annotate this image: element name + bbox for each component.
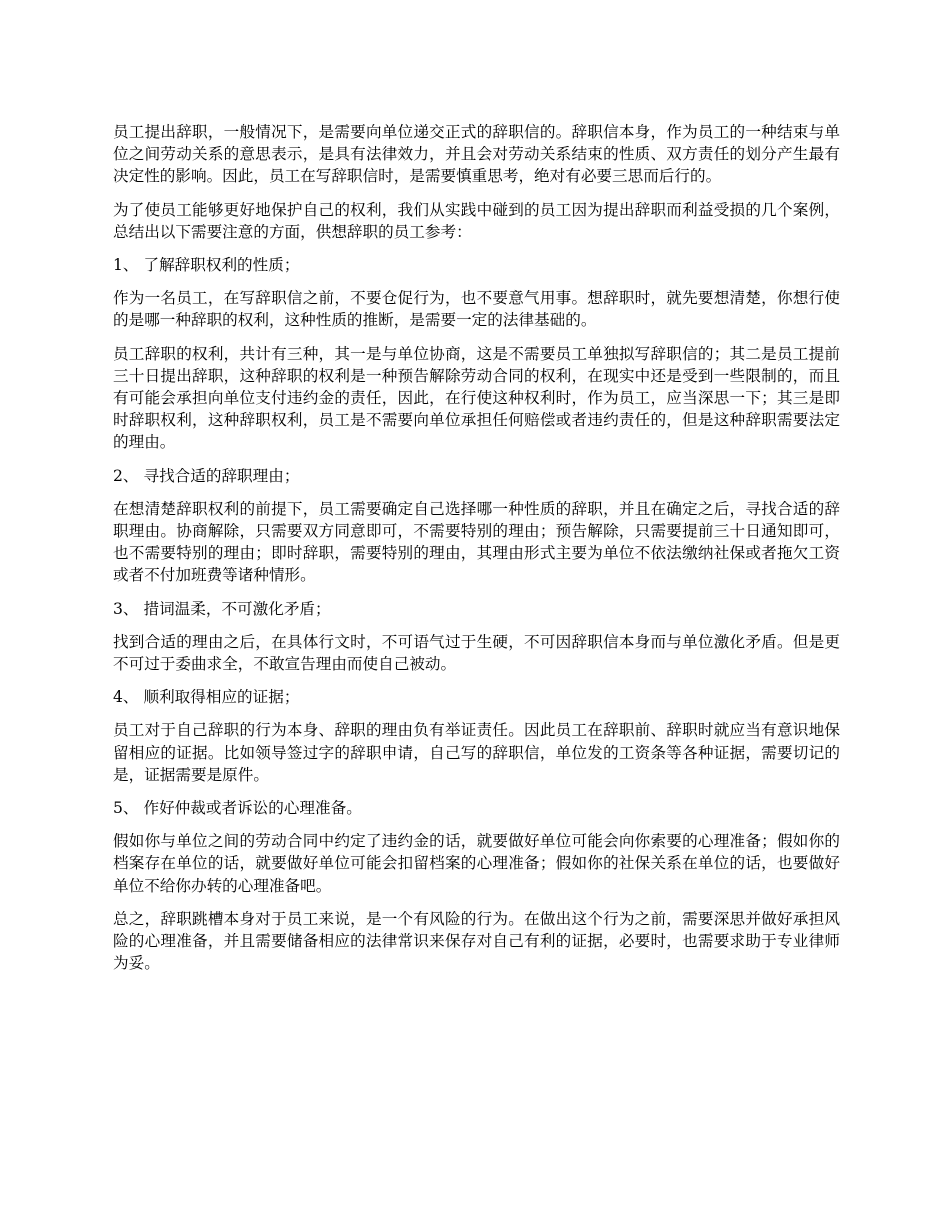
section-heading-2: 2、 寻找合适的辞职理由； [113, 466, 300, 485]
section-1-paragraph-1: 作为一名员工，在写辞职信之前，不要仓促行为，也不要意气用事。想辞职时，就先要想清楚，你想行使的是哪一种辞职的权利，这种性质的推断，是需要一定的法律基础的。 [113, 289, 840, 330]
section-heading-4: 4、 顺利取得相应的证据； [113, 688, 300, 707]
section-heading-3: 3、 措词温柔，不可激化矛盾； [113, 599, 331, 618]
section-5-paragraph: 假如你与单位之间的劳动合同中约定了违约金的话，就要做好单位可能会向你索要的心理准备；假如你的档案存在单位的话，就要做好单位可能会扣留档案的心理准备；假如你的社保关系在单位的话，也要做好单位不给你办转的心理准备吧。 [113, 832, 840, 895]
section-2-paragraph: 在想清楚辞职权利的前提下，员工需要确定自己选择哪一种性质的辞职，并且在确定之后，寻找合适的辞职理由。协商解除，只需要双方同意即可，不需要特别的理由；预告解除，只需要提前三十日通知即可，也不需要特别的理由；即时辞职，需要特别的理由，其理由形式主要为单位不依法缴纳社保或者拖欠工资或者不付加班费等诸种情形。 [113, 499, 840, 585]
section-heading-1: 1、 了解辞职权利的性质； [113, 256, 300, 275]
section-1-paragraph-2: 员工辞职的权利，共计有三种，其一是与单位协商，这是不需要员工单独拟写辞职信的；其二是员工提前三十日提出辞职，这种辞职的权利是一种预告解除劳动合同的权利，在现实中还是受到一些限制的，而且有可能会承担向单位支付违约金的责任，因此，在行使这种权利时，作为员工，应当深思一下；其三是即时辞职权利，这种辞职权利，员工是不需要向单位承担任何赔偿或者违约责任的，但是这种辞职需要法定的理由。 [113, 344, 840, 452]
document-body [113, 121, 840, 986]
section-3-paragraph: 找到合适的理由之后，在具体行文时，不可语气过于生硬，不可因辞职信本身而与单位激化矛盾。但是更不可过于委曲求全，不敢宣告理由而使自己被动。 [113, 632, 840, 674]
conclusion-paragraph: 总之，辞职跳槽本身对于员工来说，是一个有风险的行为。在做出这个行为之前，需要深思并做好承担风险的心理准备，并且需要储备相应的法律常识来保存对自己有利的证据，必要时，也需要求助于专业律师为妥。 [113, 909, 840, 973]
section-heading-5: 5、 作好仲裁或者诉讼的心理准备。 [113, 799, 362, 818]
purpose-paragraph: 为了使员工能够更好地保护自己的权利，我们从实践中碰到的员工因为提出辞职而利益受损的几个案例，总结出以下需要注意的方面，供想辞职的员工参考： [113, 200, 840, 241]
intro-paragraph: 员工提出辞职，一般情况下，是需要向单位递交正式的辞职信的。辞职信本身，作为员工的一种结束与单位之间劳动关系的意思表示，是具有法律效力，并且会对劳动关系结束的性质、双方责任的划分产生最有决定性的影响。因此，员工在写辞职信时，是需要慎重思考，绝对有必要三思而后行的。 [113, 123, 840, 186]
section-4-paragraph: 员工对于自己辞职的行为本身、辞职的理由负有举证责任。因此员工在辞职前、辞职时就应当有意识地保留相应的证据。比如领导签过字的辞职申请，自己写的辞职信，单位发的工资条等各种证据，需要切记的是，证据需要是原件。 [113, 721, 840, 784]
